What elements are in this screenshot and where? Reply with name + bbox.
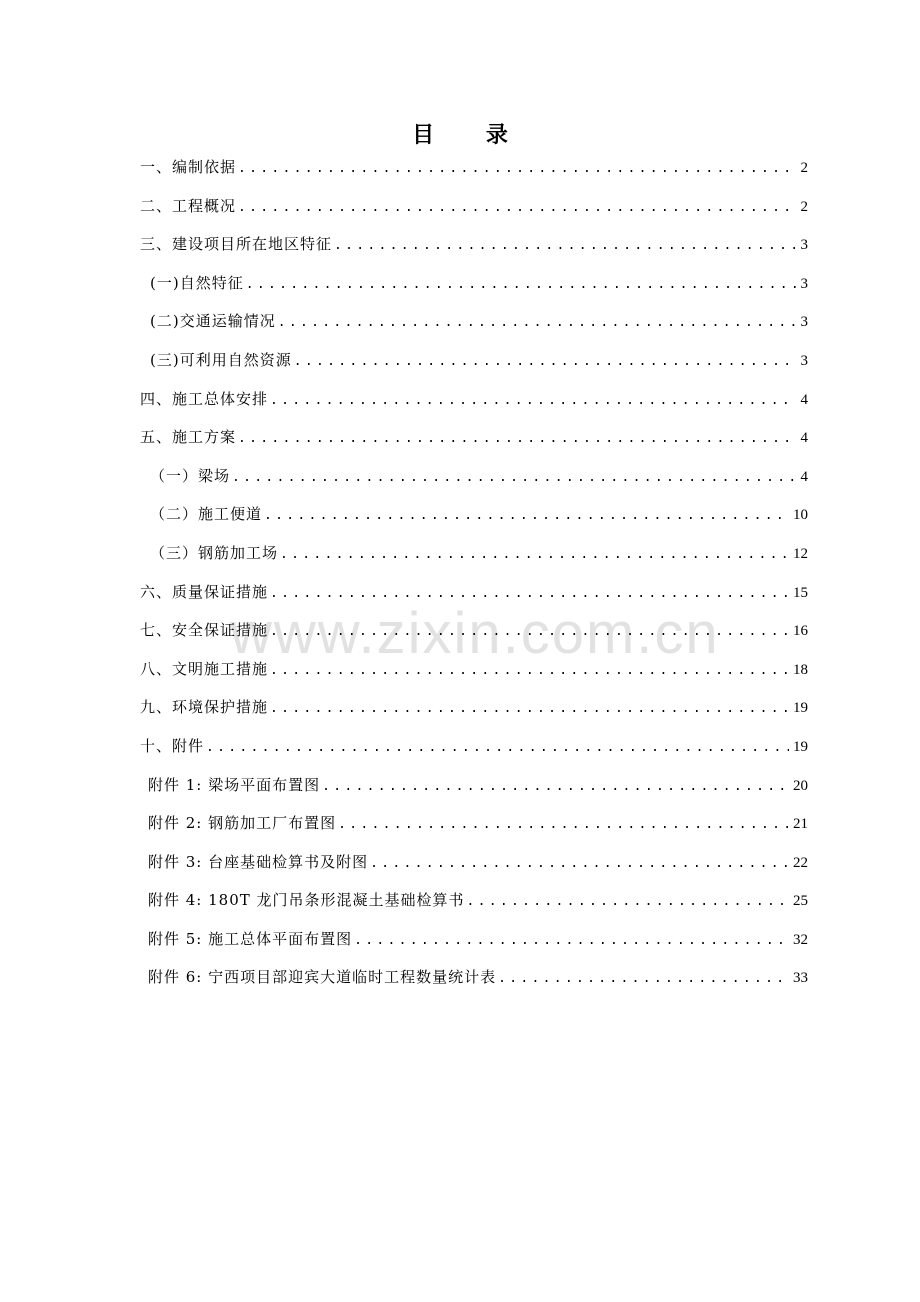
toc-entry-page-number[interactable]: 10 xyxy=(793,507,808,524)
toc-entry[interactable] xyxy=(140,928,808,967)
toc-entry-label[interactable]: （一）梁场 xyxy=(150,466,231,485)
toc-entry[interactable] xyxy=(140,696,808,735)
toc-dot-leader xyxy=(338,817,789,832)
toc-dot-leader xyxy=(238,431,796,446)
toc-entry[interactable] xyxy=(140,851,808,890)
toc-entry[interactable] xyxy=(140,272,808,311)
toc-dot-leader xyxy=(270,624,789,639)
toc-entry-label[interactable]: 附件 5: 施工总体平面布置图 xyxy=(148,929,353,948)
toc-dot-leader xyxy=(270,586,789,601)
toc-entry[interactable] xyxy=(140,233,808,272)
toc-entry-page-number[interactable]: 3 xyxy=(800,237,808,254)
toc-entry-label[interactable]: 三、建设项目所在地区特征 xyxy=(140,235,333,254)
toc-dot-leader xyxy=(238,161,796,176)
toc-entry-label[interactable]: 附件 3: 台座基础检算书及附图 xyxy=(148,852,369,871)
toc-entry-label[interactable]: 附件 2: 钢筋加工厂布置图 xyxy=(148,814,337,833)
toc-entry-label[interactable]: 九、环境保护措施 xyxy=(140,698,269,717)
toc-entry[interactable] xyxy=(140,812,808,851)
toc-dot-leader xyxy=(232,470,796,485)
toc-dot-leader xyxy=(270,701,789,716)
toc-entry-label[interactable]: （三）钢筋加工场 xyxy=(150,543,279,562)
toc-entry-page-number[interactable]: 4 xyxy=(800,468,808,485)
toc-entry[interactable] xyxy=(140,503,808,542)
toc-entry-label[interactable]: 二、工程概况 xyxy=(140,196,237,215)
toc-entry[interactable] xyxy=(140,658,808,697)
watermark-text: www.zixin.com.cn xyxy=(230,601,720,666)
toc-entry-label[interactable]: 六、质量保证措施 xyxy=(140,582,269,601)
toc-entry-page-number[interactable]: 3 xyxy=(800,314,808,331)
toc-entry-label[interactable]: （二）施工便道 xyxy=(150,505,263,524)
toc-dot-leader xyxy=(270,393,796,408)
toc-entry[interactable] xyxy=(140,542,808,581)
toc-entry[interactable] xyxy=(140,889,808,928)
toc-entry-page-number[interactable]: 22 xyxy=(793,854,808,871)
toc-entry[interactable] xyxy=(140,774,808,813)
toc-dot-leader xyxy=(370,856,789,871)
toc-entry-label[interactable]: 附件 4: 180T 龙门吊条形混凝土基础检算书 xyxy=(148,891,465,910)
toc-dot-leader xyxy=(206,740,789,755)
toc-entry[interactable] xyxy=(140,195,808,234)
toc-dot-leader xyxy=(278,315,796,330)
toc-entry-label[interactable]: (三)可利用自然资源 xyxy=(150,350,292,369)
toc-dot-leader xyxy=(294,354,796,369)
toc-entry-page-number[interactable]: 15 xyxy=(793,584,808,601)
toc-entry-page-number[interactable]: 16 xyxy=(793,623,808,640)
toc-entry-page-number[interactable]: 4 xyxy=(800,391,808,408)
toc-entry-page-number[interactable]: 3 xyxy=(800,352,808,369)
toc-dot-leader xyxy=(467,894,789,909)
toc-entry-page-number[interactable]: 18 xyxy=(793,661,808,678)
toc-dot-leader xyxy=(334,238,796,253)
toc-entry-page-number[interactable]: 19 xyxy=(793,700,808,717)
toc-entry-page-number[interactable]: 2 xyxy=(800,198,808,215)
toc-dot-leader xyxy=(264,508,789,523)
toc-entry-page-number[interactable]: 25 xyxy=(793,893,808,910)
toc-dot-leader xyxy=(498,971,789,986)
toc-entry-page-number[interactable]: 21 xyxy=(793,816,808,833)
toc-entry-page-number[interactable]: 19 xyxy=(793,738,808,755)
page-title: 目 录 xyxy=(412,122,530,148)
toc-entry-label[interactable]: 十、附件 xyxy=(140,736,205,755)
toc-dot-leader xyxy=(322,779,789,794)
toc-entry-page-number[interactable]: 4 xyxy=(800,430,808,447)
toc-entry[interactable] xyxy=(140,735,808,774)
toc-entry[interactable] xyxy=(140,388,808,427)
toc-dot-leader xyxy=(238,200,796,215)
toc-entry[interactable] xyxy=(140,619,808,658)
toc-entry-page-number[interactable]: 32 xyxy=(793,931,808,948)
toc-entry[interactable] xyxy=(140,349,808,388)
toc-dot-leader xyxy=(354,933,789,948)
toc-entry[interactable] xyxy=(140,156,808,195)
toc-entry[interactable] xyxy=(140,581,808,620)
toc-dot-leader xyxy=(280,547,789,562)
toc-entry[interactable] xyxy=(140,310,808,349)
toc-entry-label[interactable]: 附件 1: 梁场平面布置图 xyxy=(148,775,321,794)
toc-entry[interactable] xyxy=(140,966,808,1005)
toc-entry-label[interactable]: 五、施工方案 xyxy=(140,428,237,447)
toc-entry[interactable] xyxy=(140,426,808,465)
toc-entry-label[interactable]: 八、文明施工措施 xyxy=(140,659,269,678)
toc-entry[interactable] xyxy=(140,465,808,504)
toc-entry-page-number[interactable]: 20 xyxy=(793,777,808,794)
toc-dot-leader xyxy=(246,277,796,292)
toc-entry-page-number[interactable]: 2 xyxy=(800,160,808,176)
table-of-contents xyxy=(140,156,808,1005)
toc-entry-label[interactable]: 七、安全保证措施 xyxy=(140,621,269,640)
toc-entry-page-number[interactable]: 33 xyxy=(793,970,808,987)
toc-entry-label[interactable]: (二)交通运输情况 xyxy=(150,312,276,331)
toc-entry-label[interactable]: (一)自然特征 xyxy=(150,273,244,292)
toc-dot-leader xyxy=(270,663,789,678)
toc-entry-page-number[interactable]: 3 xyxy=(800,275,808,292)
toc-entry-label[interactable]: 一、编制依据 xyxy=(140,158,237,176)
toc-entry-label[interactable]: 四、施工总体安排 xyxy=(140,389,269,408)
toc-entry-page-number[interactable]: 12 xyxy=(793,545,808,562)
toc-entry-label[interactable]: 附件 6: 宁西项目部迎宾大道临时工程数量统计表 xyxy=(148,968,497,987)
